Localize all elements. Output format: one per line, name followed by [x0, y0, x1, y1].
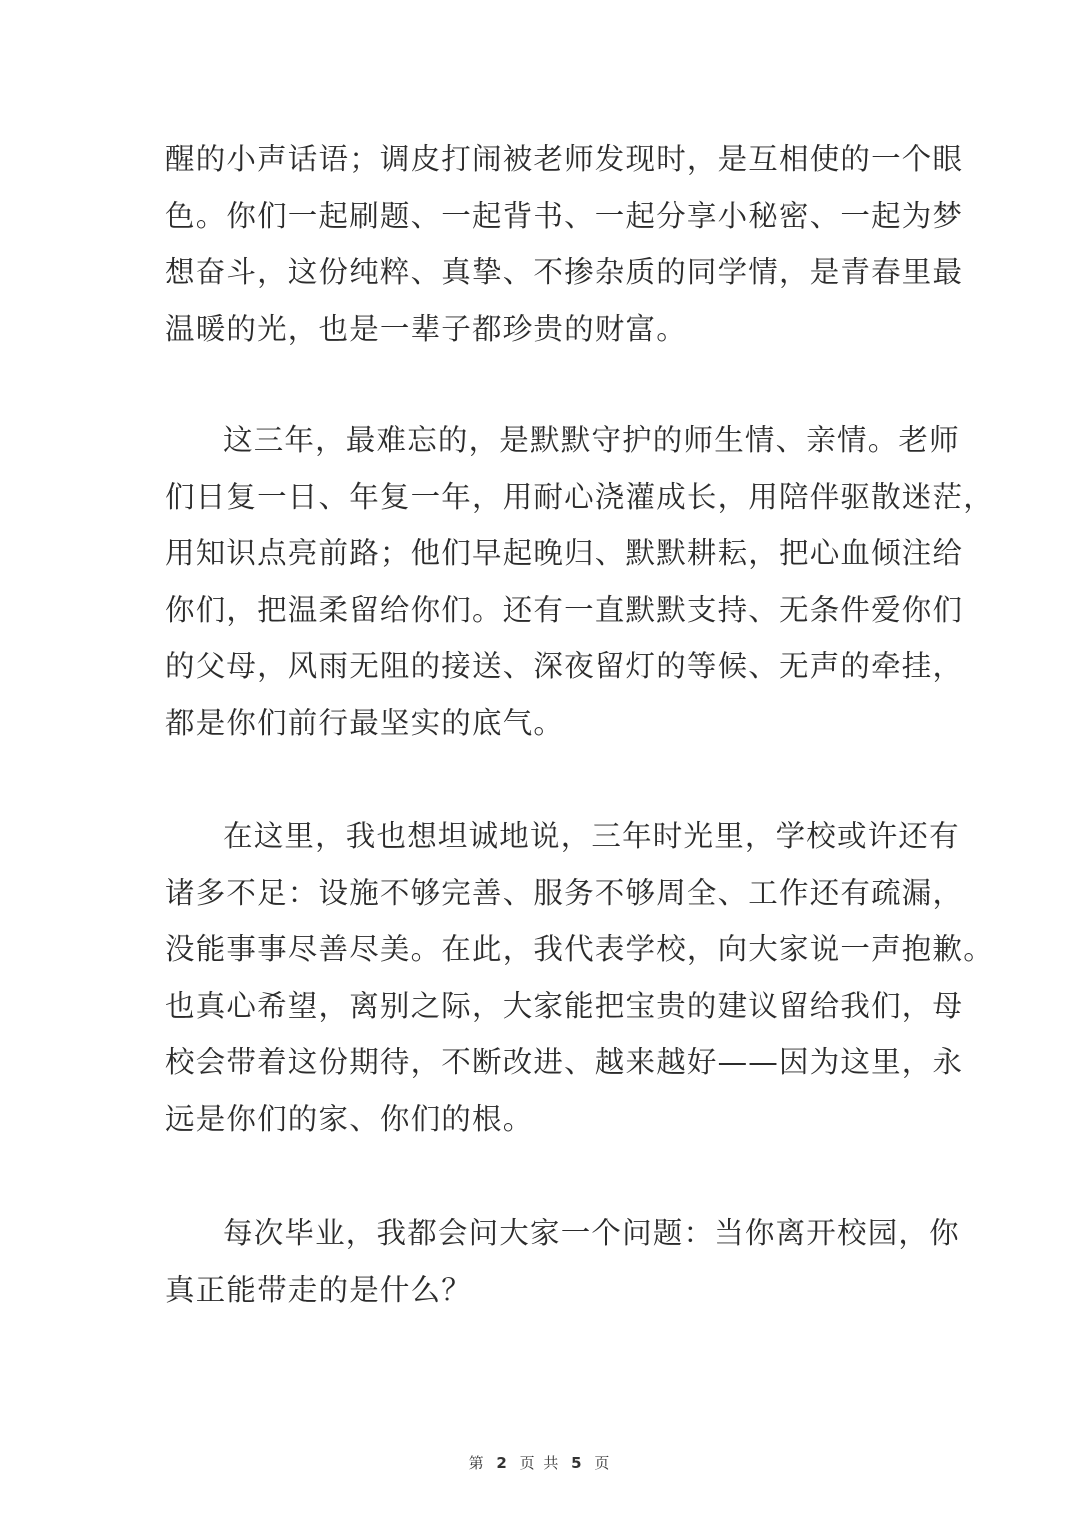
text-line: 用知识点亮前路；他们早起晚归、默默耕耘，把心血倾注给: [165, 536, 964, 570]
text-line: 远是你们的家、你们的根。: [165, 1101, 534, 1136]
page-footer: [0, 1452, 1080, 1473]
paragraph-3: [165, 808, 994, 1147]
text-line: 想奋斗，这份纯粹、真挚、不掺杂质的同学情，是青春里最: [165, 255, 964, 289]
text-line: 在这里，我也想坦诚地说，三年时光里，学校或许还有: [223, 819, 960, 853]
text-line: 色。你们一起刷题、一起背书、一起分享小秘密、一起为梦: [165, 198, 964, 233]
text-line: 这三年，最难忘的，是默默守护的师生情、亲情。老师: [223, 423, 960, 457]
current-page-number: 2: [496, 1454, 509, 1472]
footer-prefix: 第: [468, 1454, 486, 1472]
text-line: 都是你们前行最坚实的底气。: [165, 705, 565, 740]
text-line: 也真心希望，离别之际，大家能把宝贵的建议留给我们，母: [165, 988, 964, 1023]
text-line: 温暖的光，也是一辈子都珍贵的财富。: [165, 311, 687, 346]
text-line: 真正能带走的是什么？: [165, 1272, 473, 1307]
text-line: 们日复一日、年复一年，用耐心浇灌成长，用陪伴驱散迷茫，: [165, 479, 994, 514]
footer-middle: 页 共: [519, 1454, 561, 1472]
text-line: 醒的小声话语；调皮打闹被老师发现时，是互相使的一个眼: [165, 142, 964, 176]
paragraph-1: [165, 131, 964, 357]
paragraph-4: [165, 1205, 960, 1318]
text-line: 每次毕业，我都会问大家一个问题：当你离开校园，你: [223, 1216, 960, 1250]
total-page-number: 5: [571, 1454, 584, 1472]
paragraph-2: [165, 412, 994, 751]
text-line: 校会带着这份期待，不断改进、越来越好——因为这里，永: [165, 1045, 964, 1079]
text-line: 你们，把温柔留给你们。还有一直默默支持、无条件爱你们: [165, 592, 964, 627]
text-line: 的父母，风雨无阻的接送、深夜留灯的等候、无声的牵挂，: [165, 649, 964, 683]
text-line: 没能事事尽善尽美。在此，我代表学校，向大家说一声抱歉。: [165, 932, 994, 966]
footer-suffix: 页: [594, 1454, 612, 1472]
text-line: 诸多不足：设施不够完善、服务不够周全、工作还有疏漏，: [165, 875, 964, 910]
